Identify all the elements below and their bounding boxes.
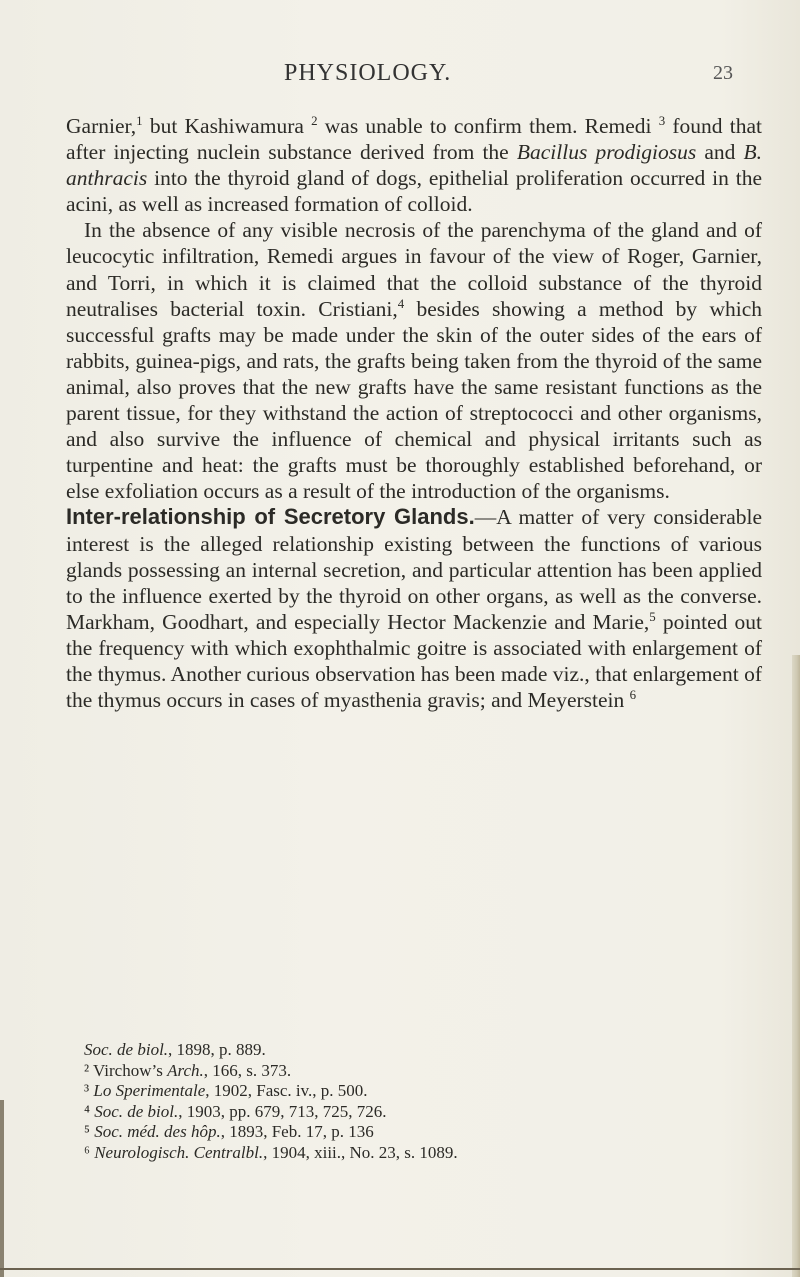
italic-text: B. anthracis [66,140,763,191]
running-title: PHYSIOLOGY. [284,60,452,86]
footnote [84,1081,744,1102]
footnote-marker: 3 [658,113,666,128]
italic-text: Neurologisch. Centralbl. [94,1142,264,1162]
text-run: , 1898, p. 889. [168,1040,266,1059]
text-run: ³ [84,1081,94,1101]
text-run: Garnier, [66,114,137,138]
footnote [84,1122,744,1143]
text-run: but Kashiwamura [142,114,312,138]
paragraph [66,217,762,504]
page-header [60,60,760,94]
text-run: was unable to confirm them. Remedi [317,114,659,138]
footnote [84,1143,744,1164]
text-run: , 166, s. 373. [203,1060,292,1080]
body-text [66,113,762,713]
text-run: ² Virchow’s [84,1060,168,1080]
italic-text: Bacillus prodigiosus [516,140,697,165]
text-run: —A matter of very considerable interest is the alleged relationship existing between the functions of various glands possessing an internal secretion, and particular attention has been applied to the influence exerted by the thyroid on other organs, as well as the converse. Markham, Goodhart, and especially Hector Mackenzie and Marie, [66,505,763,634]
text-run: and [696,140,744,165]
text-run: ⁴ [84,1101,95,1121]
section-heading: Inter-relationship of Secretory Glands. [66,504,475,530]
footnotes [84,1040,744,1164]
footnote [84,1061,744,1082]
italic-text: Soc. méd. des hôp. [94,1122,221,1142]
italic-text: Soc. de biol. [94,1101,179,1121]
text-run: ⁶ [84,1142,95,1162]
text-run: , 1904, xiii., No. 23, s. 1089. [263,1142,458,1162]
page-edge-shadow [792,655,800,1277]
text-run: , 1893, Feb. 17, p. 136 [220,1122,374,1142]
page-binding-edge [0,1100,4,1277]
paragraph [66,113,762,217]
paragraph [66,504,762,713]
footnote-marker: 6 [629,687,637,702]
text-run: , 1902, Fasc. iv., p. 500. [205,1081,368,1101]
text-run: In the absence of any visible necrosis of the parenchyma of the gland and of leucocytic infiltration, Remedi argues in favour of the view of Roger, Garnier, and Torri, in which it is claimed that the colloid substance of the thyroid neutralises bacterial toxin. Cristiani, [66,218,762,321]
footnote-marker: 5 [649,609,656,624]
italic-text: Lo Sperimentale [93,1081,206,1101]
text-run: pointed out the frequency with which exophthalmic goitre is associated with enlargement of the thymus. Another curious observation has been made viz., that enlargement of the thymus occurs in cases of myasthenia gravis; and Meyerstein [66,609,762,713]
italic-text: Soc. de biol. [84,1040,169,1059]
text-run: besides showing a method by which successful grafts may be made under the skin of the outer sides of the ears of rabbits, guinea-pigs, and rats, the grafts being taken from the thyroid of the same animal, also proves that the new grafts have the same resistant functions as the parent tissue, for they withstand the action of streptococci and other organisms, and also survive the influence of chemical and physical irritants such as turpentine and heat: the grafts must be thoroughly established beforehand, or else exfoliation occurs as a result of the introduction of the organisms. [66,296,762,504]
page-bottom-edge [0,1268,800,1270]
footnote [84,1102,744,1123]
text-run: ⁵ [84,1122,95,1142]
footnote [84,1040,744,1061]
footnote-marker: 2 [311,113,318,128]
footnote-marker: 4 [397,296,405,311]
text-run: found that after injecting nuclein substance derived from the [66,114,762,165]
italic-text: Arch. [167,1060,204,1080]
page-number: 23 [713,62,733,84]
text-run: into the thyroid gland of dogs, epithelial proliferation occurred in the acini, as well as increased formation of colloid. [66,166,762,217]
text-run: , 1903, pp. 679, 713, 725, 726. [178,1101,387,1121]
footnote-marker: 1 [136,113,143,128]
